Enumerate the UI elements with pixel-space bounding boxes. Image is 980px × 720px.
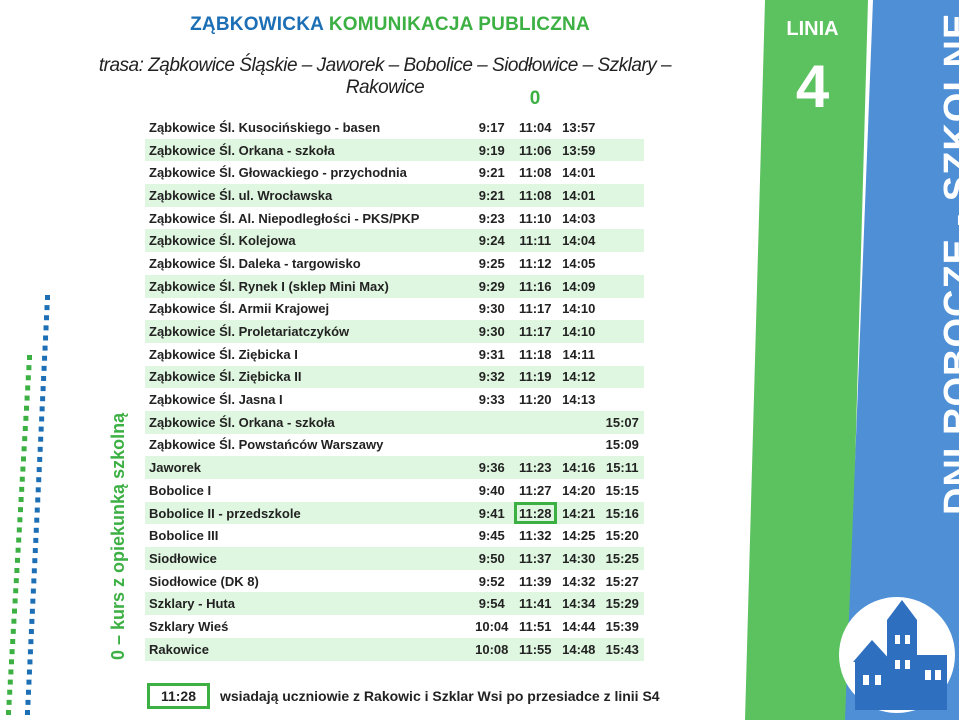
stop-name: Siodłowice bbox=[145, 547, 470, 570]
departure-time bbox=[601, 139, 645, 162]
line-number: 4 bbox=[795, 53, 830, 120]
decorative-dot bbox=[12, 609, 17, 614]
decorative-dot bbox=[17, 517, 22, 522]
decorative-dot bbox=[8, 680, 13, 685]
departure-time: 14:48 bbox=[557, 638, 601, 661]
decorative-dot bbox=[19, 487, 24, 492]
departure-time: 14:10 bbox=[562, 301, 596, 317]
table-row bbox=[145, 592, 644, 615]
table-row bbox=[145, 502, 644, 525]
stop-name: Szklary - Huta bbox=[145, 592, 470, 615]
departure-time: 11:27 bbox=[518, 482, 552, 498]
decorative-dot bbox=[11, 619, 16, 624]
departure-time: 11:10 bbox=[518, 210, 552, 226]
decorative-dot bbox=[25, 700, 30, 705]
departure-time: 11:16 bbox=[514, 275, 558, 298]
decorative-dot bbox=[7, 690, 12, 695]
table-row bbox=[145, 615, 644, 638]
departure-time: 11:08 bbox=[518, 165, 552, 181]
table-row bbox=[145, 638, 644, 661]
departure-time bbox=[514, 434, 558, 457]
stop-name: Ząbkowice Śl. Orkana - szkoła bbox=[145, 411, 470, 434]
departure-time: 11:32 bbox=[518, 528, 552, 544]
departure-time: 9:29 bbox=[470, 275, 514, 298]
stop-name: Ząbkowice Śl. Głowackiego - przychodnia bbox=[149, 165, 407, 181]
departure-time: 11:06 bbox=[514, 139, 558, 162]
departure-time bbox=[557, 411, 601, 434]
departure-time bbox=[601, 275, 645, 298]
stop-name: Siodłowice (DK 8) bbox=[149, 573, 259, 589]
decorative-dot bbox=[30, 609, 35, 614]
decorative-dot bbox=[41, 386, 46, 391]
decorative-dot bbox=[37, 467, 42, 472]
decorative-dot bbox=[25, 710, 30, 715]
stop-name: Ząbkowice Śl. Powstańców Warszawy bbox=[149, 437, 384, 453]
departure-time: 9:36 bbox=[470, 456, 514, 479]
departure-time bbox=[601, 207, 645, 230]
decorative-dot bbox=[23, 426, 28, 431]
departure-time bbox=[514, 411, 558, 434]
table-row bbox=[145, 547, 644, 570]
departure-time bbox=[601, 229, 645, 252]
departure-time bbox=[601, 388, 645, 411]
decorative-dot bbox=[11, 629, 16, 634]
departure-time: 14:01 bbox=[557, 184, 601, 207]
departure-time: 14:09 bbox=[557, 275, 601, 298]
decorative-dot bbox=[10, 639, 15, 644]
departure-time bbox=[601, 320, 645, 343]
departure-time: 9:32 bbox=[470, 366, 514, 389]
departure-time: 15:11 bbox=[601, 456, 645, 479]
decorative-dot bbox=[36, 477, 41, 482]
departure-time: 14:13 bbox=[562, 392, 596, 408]
departure-time: 9:30 bbox=[470, 320, 514, 343]
departure-time: 9:31 bbox=[478, 346, 505, 362]
table-row bbox=[145, 456, 644, 479]
departure-time: 14:32 bbox=[562, 573, 596, 589]
departure-time: 14:11 bbox=[562, 346, 596, 362]
decorative-dot bbox=[34, 528, 39, 533]
decorative-dot bbox=[16, 548, 21, 553]
departure-time: 9:25 bbox=[478, 255, 505, 271]
decorative-dot bbox=[22, 436, 27, 441]
departure-time: 11:12 bbox=[518, 255, 552, 271]
table-row bbox=[145, 388, 644, 411]
decorative-dot bbox=[23, 416, 28, 421]
departure-time: 9:21 bbox=[470, 184, 514, 207]
departure-time: 15:39 bbox=[605, 618, 639, 634]
table-row bbox=[145, 434, 644, 457]
decorative-dot bbox=[25, 396, 30, 401]
route-description: trasa: Ząbkowice Śląskie – Jaworek – Bobolice – Siodłowice – Szklary – Rakowice bbox=[98, 55, 672, 98]
departure-time bbox=[557, 434, 601, 457]
stop-name: Jaworek bbox=[145, 456, 470, 479]
stop-name: Bobolice II - przedszkole bbox=[145, 502, 470, 525]
decorative-dot bbox=[45, 305, 50, 310]
departure-time: 15:09 bbox=[605, 437, 639, 453]
departure-time: 11:37 bbox=[514, 547, 558, 570]
table-row bbox=[145, 139, 644, 162]
line-label: LINIA bbox=[786, 18, 839, 40]
departure-time: 11:55 bbox=[514, 638, 558, 661]
decorative-dot bbox=[31, 589, 36, 594]
title-part-2: KOMUNIKACJA PUBLICZNA bbox=[328, 14, 590, 35]
decorative-dot bbox=[22, 446, 27, 451]
decorative-dot bbox=[41, 376, 46, 381]
decorative-dot bbox=[33, 548, 38, 553]
stop-name: Ząbkowice Śl. Rynek I (sklep Mini Max) bbox=[145, 275, 470, 298]
decorative-dot bbox=[27, 670, 32, 675]
timetable bbox=[145, 116, 644, 661]
table-row bbox=[145, 184, 644, 207]
departure-time: 11:23 bbox=[514, 456, 558, 479]
decorative-dot bbox=[42, 356, 47, 361]
decorative-dot bbox=[26, 680, 31, 685]
departure-time bbox=[601, 184, 645, 207]
departure-time: 11:17 bbox=[514, 320, 558, 343]
decorative-dot bbox=[10, 649, 15, 654]
decorative-dot bbox=[32, 558, 37, 563]
departure-time: 14:12 bbox=[557, 366, 601, 389]
departure-time: 14:44 bbox=[562, 618, 596, 634]
table-row bbox=[145, 252, 644, 275]
table-row bbox=[145, 411, 644, 434]
decorative-dot bbox=[17, 527, 22, 532]
stop-name: Ząbkowice Śl. ul. Wrocławska bbox=[145, 184, 470, 207]
decorative-dot bbox=[39, 427, 44, 432]
decorative-dot bbox=[6, 710, 11, 715]
title-part-1: ZĄBKOWICKA bbox=[190, 14, 324, 35]
departure-time bbox=[470, 434, 514, 457]
table-row bbox=[145, 275, 644, 298]
decorative-dot bbox=[31, 578, 36, 583]
stop-name: Ząbkowice Śl. Ziębicka II bbox=[145, 366, 470, 389]
departure-time: 9:50 bbox=[470, 547, 514, 570]
decorative-dot bbox=[18, 507, 23, 512]
decorative-dot bbox=[26, 365, 31, 370]
departure-time: 14:16 bbox=[557, 456, 601, 479]
decorative-dot bbox=[44, 315, 49, 320]
departure-time: 9:40 bbox=[478, 482, 505, 498]
table-row bbox=[145, 570, 644, 593]
departure-time: 14:21 bbox=[557, 502, 601, 525]
decorative-dot bbox=[16, 538, 21, 543]
decorative-dot bbox=[38, 437, 43, 442]
departure-time: 14:03 bbox=[562, 210, 596, 226]
stop-name: Ząbkowice Śl. Jasna I bbox=[149, 392, 283, 408]
departure-time bbox=[601, 116, 645, 139]
decorative-dot bbox=[35, 497, 40, 502]
departure-time bbox=[601, 343, 645, 366]
decorative-dot bbox=[42, 366, 47, 371]
decorative-dot bbox=[44, 325, 49, 330]
decorative-dot bbox=[13, 598, 18, 603]
departure-time: 14:01 bbox=[562, 165, 596, 181]
departure-time: 11:18 bbox=[518, 346, 552, 362]
stop-name: Ząbkowice Śl. Proletariatczyków bbox=[145, 320, 470, 343]
decorative-dot bbox=[27, 355, 32, 360]
day-type-label: DNI ROBOCZE - SZKOLNE bbox=[937, 12, 979, 515]
decorative-dot bbox=[13, 588, 18, 593]
decorative-dot bbox=[30, 599, 35, 604]
decorative-dot bbox=[34, 518, 39, 523]
decorative-dot bbox=[45, 295, 50, 300]
table-row bbox=[145, 320, 644, 343]
departure-time: 14:25 bbox=[562, 528, 596, 544]
decorative-dot bbox=[14, 568, 19, 573]
departure-time: 15:16 bbox=[601, 502, 645, 525]
departure-time: 9:30 bbox=[478, 301, 505, 317]
table-row bbox=[145, 116, 644, 139]
table-row bbox=[145, 207, 644, 230]
departure-time: 11:17 bbox=[518, 301, 552, 317]
departure-time: 15:20 bbox=[605, 528, 639, 544]
departure-time: 9:24 bbox=[470, 229, 514, 252]
departure-time: 15:07 bbox=[601, 411, 645, 434]
stop-name: Ząbkowice Śl. Kolejowa bbox=[145, 229, 470, 252]
course-marker: 0 bbox=[529, 88, 541, 109]
decorative-dot bbox=[28, 649, 33, 654]
departure-time: 14:05 bbox=[562, 255, 596, 271]
legend-time-box: 11:28 bbox=[147, 683, 210, 709]
decorative-dot bbox=[20, 477, 25, 482]
departure-time: 11:20 bbox=[518, 392, 552, 408]
decorative-dot bbox=[14, 578, 19, 583]
departure-time: 15:15 bbox=[605, 482, 639, 498]
decorative-dot bbox=[37, 457, 42, 462]
decorative-dot bbox=[43, 346, 48, 351]
departure-time: 10:04 bbox=[475, 618, 509, 634]
decorative-dots bbox=[0, 290, 60, 720]
departure-time: 14:10 bbox=[557, 320, 601, 343]
stop-name: Bobolice I bbox=[149, 482, 212, 498]
decorative-dot bbox=[24, 406, 29, 411]
table-row bbox=[145, 479, 644, 502]
departure-time bbox=[601, 161, 645, 184]
decorative-dot bbox=[15, 558, 20, 563]
table-row bbox=[145, 366, 644, 389]
decorative-dot bbox=[26, 375, 31, 380]
departure-time: 9:41 bbox=[470, 502, 514, 525]
departure-time: 14:20 bbox=[562, 482, 596, 498]
stop-name: Rakowice bbox=[145, 638, 470, 661]
departure-time: 11:39 bbox=[518, 573, 552, 589]
decorative-dot bbox=[40, 406, 45, 411]
departure-time: 15:25 bbox=[601, 547, 645, 570]
stop-name: Szklary Wieś bbox=[149, 618, 229, 634]
stop-name: Ząbkowice Śl. Ziębicka I bbox=[149, 346, 298, 362]
stop-name: Ząbkowice Śl. Orkana - szkoła bbox=[145, 139, 470, 162]
departure-time: 9:54 bbox=[470, 592, 514, 615]
departure-time: 11:51 bbox=[518, 618, 552, 634]
table-row bbox=[145, 298, 644, 321]
stop-name: Bobolice III bbox=[149, 528, 219, 544]
departure-time: 13:59 bbox=[557, 139, 601, 162]
legend-text: wsiadają uczniowie z Rakowic i Szklar Wsi po przesiadce z linii S4 bbox=[220, 688, 660, 704]
decorative-dot bbox=[35, 508, 40, 513]
decorative-dot bbox=[27, 659, 32, 664]
decorative-dot bbox=[20, 467, 25, 472]
stop-name: Ząbkowice Śl. Daleka - targowisko bbox=[149, 255, 361, 271]
decorative-dot bbox=[21, 456, 26, 461]
departure-time: 9:52 bbox=[478, 573, 505, 589]
decorative-dot bbox=[40, 396, 45, 401]
departure-time: 11:04 bbox=[518, 119, 552, 135]
departure-time: 14:30 bbox=[557, 547, 601, 570]
decorative-dot bbox=[38, 447, 43, 452]
course-note: 0 – kurs z opiekunką szkolną bbox=[108, 412, 128, 660]
departure-time: 10:08 bbox=[470, 638, 514, 661]
decorative-dot bbox=[19, 497, 24, 502]
stop-name: Ząbkowice Śl. Armii Krajowej bbox=[149, 301, 330, 317]
decorative-dot bbox=[36, 487, 41, 492]
departure-time: 15:29 bbox=[601, 592, 645, 615]
departure-time bbox=[601, 366, 645, 389]
decorative-dot bbox=[43, 335, 48, 340]
table-row bbox=[145, 229, 644, 252]
decorative-dot bbox=[33, 538, 38, 543]
decorative-dot bbox=[8, 669, 13, 674]
departure-time: 11:08 bbox=[514, 184, 558, 207]
departure-time: 9:19 bbox=[470, 139, 514, 162]
table-row bbox=[145, 524, 644, 547]
stop-name: Ząbkowice Śl. Al. Niepodległości - PKS/PKP bbox=[149, 210, 420, 226]
decorative-dot bbox=[39, 416, 44, 421]
departure-time: 9:17 bbox=[478, 119, 505, 135]
decorative-dot bbox=[28, 639, 33, 644]
table-row bbox=[145, 161, 644, 184]
departure-time: 9:33 bbox=[478, 392, 505, 408]
departure-time: 9:23 bbox=[478, 210, 505, 226]
departure-time bbox=[601, 252, 645, 275]
departure-time: 15:27 bbox=[605, 573, 639, 589]
page-title bbox=[190, 14, 590, 36]
decorative-dot bbox=[26, 690, 31, 695]
departure-time bbox=[601, 298, 645, 321]
departure-time: 14:04 bbox=[557, 229, 601, 252]
town-hall-logo bbox=[835, 590, 959, 720]
decorative-dot bbox=[25, 385, 30, 390]
decorative-dot bbox=[29, 619, 34, 624]
departure-time: 9:45 bbox=[478, 528, 505, 544]
departure-time: 11:28 bbox=[514, 502, 558, 525]
departure-time bbox=[470, 411, 514, 434]
decorative-dot bbox=[7, 700, 12, 705]
departure-time: 13:57 bbox=[562, 119, 596, 135]
table-row bbox=[145, 343, 644, 366]
stop-name: Ząbkowice Śl. Kusocińskiego - basen bbox=[149, 119, 381, 135]
departure-time: 9:21 bbox=[478, 165, 505, 181]
departure-time: 11:19 bbox=[514, 366, 558, 389]
decorative-dot bbox=[29, 629, 34, 634]
departure-time: 11:11 bbox=[514, 229, 558, 252]
departure-time: 14:34 bbox=[557, 592, 601, 615]
decorative-dot bbox=[32, 568, 37, 573]
departure-time: 11:41 bbox=[514, 592, 558, 615]
departure-time: 15:43 bbox=[601, 638, 645, 661]
decorative-dot bbox=[9, 659, 14, 664]
